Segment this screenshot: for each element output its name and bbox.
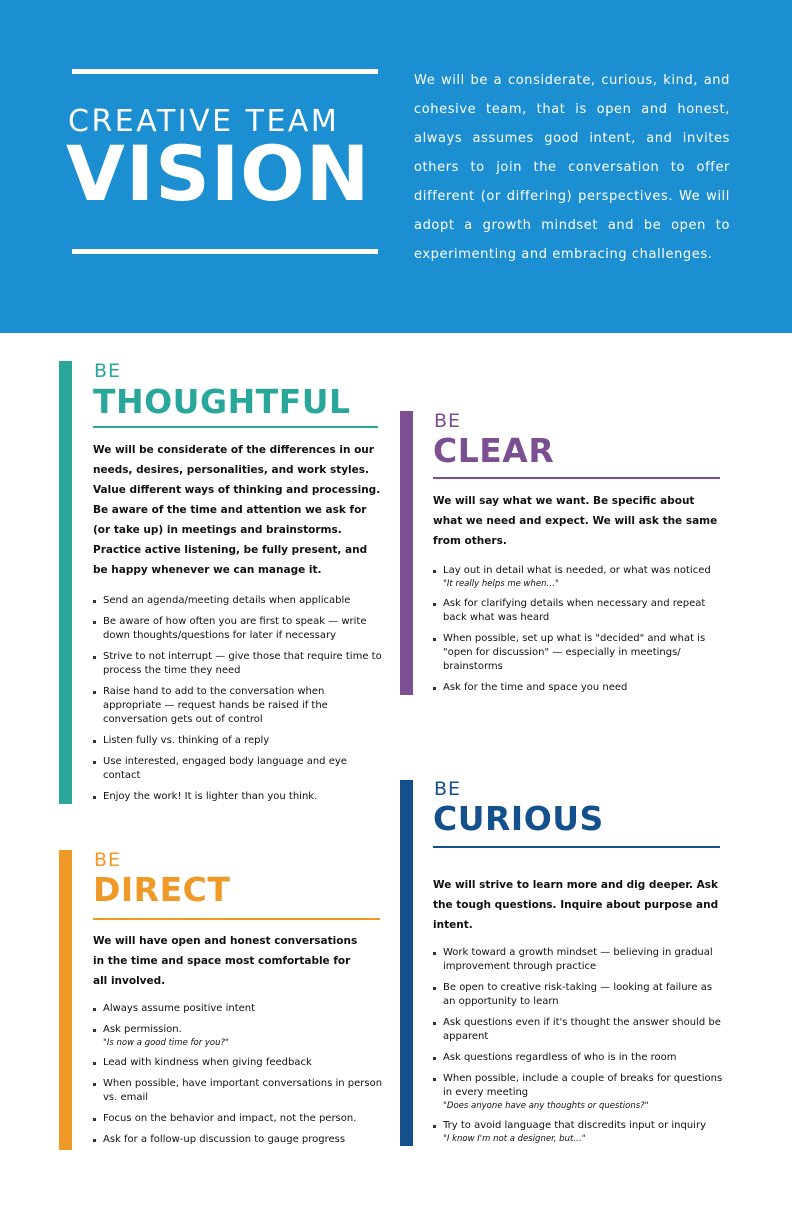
direct-item-text: Lead with kindness when giving feedback	[103, 1057, 312, 1068]
clear-item-text: When possible, set up what is "decided" and what is "open for discussion" — especially in meetings/ brainstorms	[443, 633, 706, 672]
direct-heading: DIRECT	[93, 870, 231, 909]
clear-rule	[433, 477, 720, 479]
curious-be: BE	[434, 778, 462, 800]
direct-item-text: Always assume positive intent	[103, 1003, 256, 1014]
curious-list-item	[433, 946, 723, 974]
thoughtful-rule	[93, 426, 378, 428]
direct-item-text: Ask permission.	[103, 1024, 182, 1035]
title-vision: VISION	[66, 129, 371, 218]
clear-list-item	[433, 632, 718, 674]
direct-list-item	[93, 1056, 383, 1070]
vision-statement: We will be a considerate, curious, kind, and cohesive team, that is open and honest, always assumes good intent, and invites others to join the conversation to offer different (or differing) perspectives. We will adopt a growth mindset and be open to experimenting and embracing challenges.	[414, 73, 730, 262]
clear-heading: CLEAR	[433, 431, 555, 470]
clear-be: BE	[434, 410, 462, 432]
clear-item-text: Ask for the time and space you need	[443, 682, 628, 693]
direct-list-item	[93, 1112, 383, 1126]
curious-list-item	[433, 1051, 723, 1065]
clear-list-item	[433, 597, 718, 625]
vision-header	[0, 0, 792, 333]
curious-list-item	[433, 1072, 723, 1112]
curious-item-note: "I know I'm not a designer, but…"	[443, 1134, 586, 1144]
thoughtful-intro: We will be considerate of the differences in our needs, desires, personalities, and work styles. Value different ways of thinking and processing. Be aware of the time and attention we ask for (or take up) in meetings and brainstorms. Practice active listening, be fully present, and be happy whenever we can manage it.	[93, 444, 381, 576]
direct-list-item	[93, 1002, 383, 1016]
curious-item-text: Try to avoid language that discredits input or inquiry	[443, 1120, 706, 1131]
thoughtful-be: BE	[94, 360, 122, 382]
direct-accent-bar	[59, 850, 72, 1150]
curious-intro: We will strive to learn more and dig deeper. Ask the tough questions. Inquire about purpose and intent.	[433, 879, 719, 931]
curious-item-text: Work toward a growth mindset — believing in gradual improvement through practice	[443, 947, 713, 972]
thoughtful-item-text: Be aware of how often you are first to speak — write down thoughts/questions for later if necessary	[103, 616, 367, 641]
direct-item-text: Focus on the behavior and impact, not the person.	[103, 1113, 357, 1124]
direct-list	[93, 1002, 383, 1154]
direct-item-note: "Is now a good time for you?"	[103, 1038, 229, 1048]
thoughtful-list-item	[93, 594, 383, 608]
curious-list	[433, 946, 723, 1152]
direct-be: BE	[94, 849, 122, 871]
thoughtful-list-item	[93, 734, 383, 748]
clear-item-note: "It really helps me when…"	[443, 579, 559, 589]
curious-item-note: "Does anyone have any thoughts or questions?"	[443, 1101, 649, 1111]
thoughtful-list	[93, 594, 383, 811]
thoughtful-list-item	[93, 615, 383, 643]
curious-item-text: When possible, include a couple of breaks for questions in every meeting	[443, 1073, 723, 1098]
curious-accent-bar	[400, 780, 413, 1146]
direct-intro: We will have open and honest conversations in the time and space most comfortable for all involved.	[93, 935, 358, 987]
curious-rule	[433, 846, 720, 848]
curious-item-text: Ask questions regardless of who is in the room	[443, 1052, 677, 1063]
curious-list-item	[433, 1119, 723, 1145]
thoughtful-list-item	[93, 650, 383, 678]
thoughtful-heading: THOUGHTFUL	[93, 382, 351, 421]
clear-list-item	[433, 681, 718, 695]
clear-intro: We will say what we want. Be specific about what we need and expect. We will ask the same from others.	[433, 495, 718, 547]
direct-item-text: Ask for a follow-up discussion to gauge progress	[103, 1134, 346, 1145]
thoughtful-accent-bar	[59, 361, 72, 804]
thoughtful-item-text: Enjoy the work! It is lighter than you think.	[103, 791, 318, 802]
direct-list-item	[93, 1077, 383, 1105]
thoughtful-list-item	[93, 790, 383, 804]
curious-list-item	[433, 1016, 723, 1044]
clear-item-text: Lay out in detail what is needed, or what was noticed	[443, 565, 711, 576]
thoughtful-list-item	[93, 755, 383, 783]
thoughtful-list-item	[93, 685, 383, 727]
clear-accent-bar	[400, 411, 413, 695]
thoughtful-item-text: Use interested, engaged body language and eye contact	[103, 756, 347, 781]
title-creative-team: CREATIVE TEAM	[68, 104, 340, 139]
header-bottom-rule	[72, 249, 378, 254]
thoughtful-item-text: Send an agenda/meeting details when applicable	[103, 595, 351, 606]
clear-item-text: Ask for clarifying details when necessary and repeat back what was heard	[443, 598, 706, 623]
clear-list-item	[433, 564, 718, 590]
curious-item-text: Be open to creative risk-taking — looking at failure as an opportunity to learn	[443, 982, 713, 1007]
thoughtful-item-text: Raise hand to add to the conversation when appropriate — request hands be raised if the conversation gets out of control	[103, 686, 328, 725]
direct-rule	[93, 918, 380, 920]
curious-list-item	[433, 981, 723, 1009]
curious-heading: CURIOUS	[433, 799, 604, 838]
direct-item-text: When possible, have important conversations in person vs. email	[103, 1078, 383, 1103]
direct-list-item	[93, 1133, 383, 1147]
clear-list	[433, 564, 718, 702]
thoughtful-item-text: Listen fully vs. thinking of a reply	[103, 735, 270, 746]
thoughtful-item-text: Strive to not interrupt — give those that require time to process the time they need	[103, 651, 382, 676]
header-top-rule	[72, 69, 378, 74]
curious-item-text: Ask questions even if it's thought the answer should be apparent	[443, 1017, 721, 1042]
direct-list-item	[93, 1023, 383, 1049]
